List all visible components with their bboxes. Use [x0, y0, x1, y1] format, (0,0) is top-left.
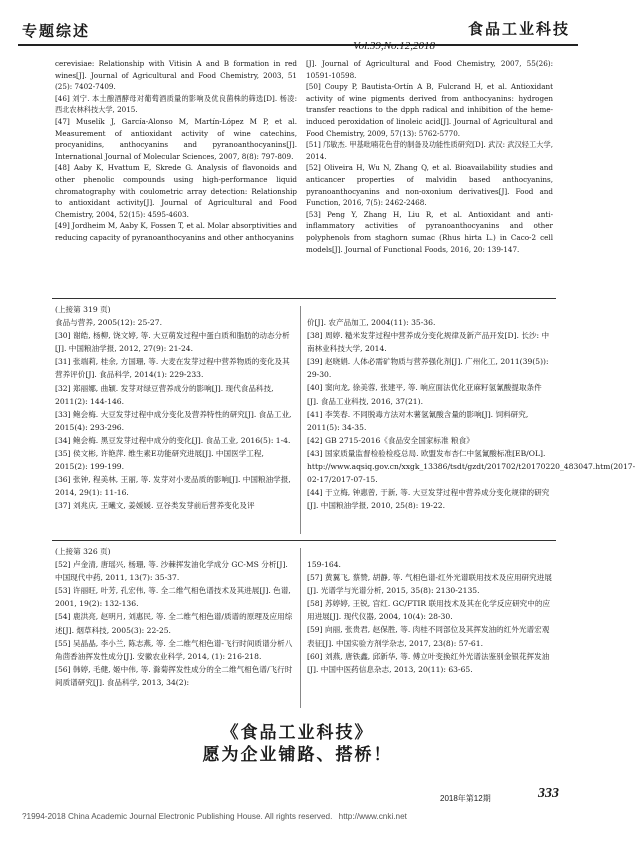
reference-item: [53] 许丽旺, 叶芳, 孔宏伟, 等. 全二维气相色谱技术及其进展[J]. 色谱, 2001, 19(2): 132-136.: [55, 586, 291, 609]
reference-item: [48] Aaby K, Hvattum E, Skrede G. Analysis of flavonoids and other phenolic compounds using high-performance liquid chromatography with coulometric array detection: Relationship to antioxidant activity[J]. Journal of Agricultural and Food Chemistry, 2004, 52(15): 4595-4603.: [55, 163, 297, 219]
reference-item: [49] Jordheim M, Aaby K, Fossen T, et al. Molar absorptivities and reducing capacity of pyranoanthocyanins and other anthocyanins: [55, 221, 297, 242]
reference-item: [40] 窦向龙, 徐美蓉, 张建平, 等. 响应面法优化亚麻籽氢氰酸提取条件[J]. 食品工业科技, 2016, 37(21).: [307, 383, 542, 406]
reference-item: [35] 侯文彬, 许艳萍. 维生素E功能研究进展[J]. 中国医学工程, 2015(2): 199-199.: [55, 449, 264, 472]
journal-title: 食品工业科技: [467, 20, 570, 38]
continued-block-326-left: [55, 545, 295, 689]
reference-item: cerevisiae: Relationship with Vitisin A and B formation in red wines[J]. Journal of Agricultural and Food Chemistry, 2003, 51 (25): 7402-7409.: [55, 59, 297, 92]
reference-item: [58] 苏婷婷, 王锐, 宫红. GC/FTIR 联用技术及其在化学反应研究中的应用进展[J]. 现代仪器, 2004, 10(4): 28-30.: [307, 599, 551, 622]
copyright-text: ?1994-2018 China Academic Journal Electronic Publishing House. All rights reserved.: [22, 812, 333, 821]
reference-item: [33] 鲍会梅. 大豆发芽过程中成分变化及营养特性的研究[J]. 食品工业, 2015(4): 293-296.: [55, 409, 292, 432]
reference-item: [52] 卢金清, 唐瑶兴, 杨珊, 等. 沙棘挥发油化学成分 GC-MS 分析[J]. 中国现代中药, 2011, 13(7): 35-37.: [55, 560, 288, 583]
reference-item: [60] 刘燕, 唐铁鑫, 邱新华, 等. 傅立叶变换红外光谱法鉴别金银花挥发油[J]. 中国中医药信息杂志, 2013, 20(11): 63-65.: [307, 651, 550, 674]
page-number: 333: [538, 786, 559, 801]
reference-item: [34] 鲍会梅. 黑豆发芽过程中成分的变化[J]. 食品工业, 2016(5): 1-4.: [55, 435, 291, 445]
references-top-left: [55, 58, 297, 244]
continued-block-319-right: [307, 316, 635, 512]
section-divider: [52, 298, 556, 299]
reference-item: [47] Muselík J, García-Alonso M, Martín-López M P, et al. Measurement of antioxidant activity of wine catechins, procyanidins, anthocyanins and pyranoanthocyanins[J]. International Journal of Molecular Sciences, 2007, 8(8): 797-809.: [55, 116, 297, 161]
page-header: [18, 18, 578, 44]
reference-item: [36] 张钟, 程美林, 王丽, 等. 发芽对小麦品质的影响[J]. 中国粮油学报, 2014, 29(1): 11-16.: [55, 475, 291, 498]
reference-item: [57] 黄翼飞, 蔡赞, 胡静, 等. 气相色谱-红外光谱联用技术及应用研究进展[J]. 光谱学与光谱分析, 2015, 35(8): 2130-2135.: [307, 573, 552, 596]
volume-info: Vol.39,No.12,2018: [353, 40, 435, 52]
reference-item: [54] 鹿洪亮, 赵明月, 刘惠民, 等. 全二维气相色谱/质谱的原理及应用综述[J]. 烟草科技, 2005(3): 22-25.: [55, 612, 293, 635]
slogan-line-2: 愿为企业铺路、搭桥！: [202, 745, 393, 765]
section-title: 专题综述: [22, 22, 91, 40]
reference-item: [39] 赵晓娟. 人体必需矿物质与营养强化剂[J]. 广州化工, 2011(39(5)): 29-30.: [307, 357, 549, 380]
reference-item: [32] 郑丽娜, 曲颖. 发芽对绿豆营养成分的影响[J]. 现代食品科技, 2011(2): 144-146.: [55, 383, 274, 406]
reference-item: [51] 邝敏杰. 甲基吡喃花色苷的制备及功能性质研究[D]. 武汉: 武汉轻工大学, 2014.: [306, 140, 553, 161]
issue-label: 2018年第12期: [440, 794, 491, 803]
reference-item: [55] 吴晶晶, 李小兰, 陈志燕, 等. 全二维气相色谱-飞行时间质谱分析八角茴香油挥发性成分[J]. 安徽农业科学, 2014, (1): 216-218.: [55, 638, 293, 661]
reference-item: [37] 刘兆庆, 王曦文, 姜媛媛. 豆谷类发芽前后营养变化及评: [55, 501, 255, 511]
section-divider: [52, 540, 556, 541]
reference-item: [46] 刘宁. 本土酿酒酵母对葡萄酒质量的影响及优良菌株的筛选[D]. 杨凌: 西北农林科技大学, 2015.: [55, 93, 297, 115]
references-top-right: [306, 58, 553, 255]
reference-item: [38] 周婷. 糙米发芽过程中营养成分变化规律及新产品开发[D]. 长沙: 中南林业科技大学, 2014.: [307, 331, 550, 354]
reference-item: [53] Peng Y, Zhang H, Liu R, et al. Antioxidant and anti-inflammatory activities of pyranoanthocyanins and other polyphenols from staghorn sumac (Rhus hirta L.) in Caco-2 cell models[J]. Journal of Functional Foods, 2016, 20: 139-147.: [306, 209, 553, 254]
column-separator: [300, 306, 301, 534]
reference-item: [30] 谢皓, 杨柳, 饶文婷, 等. 大豆萌发过程中蛋白质和脂肪的动态分析[J]. 中国粮油学报, 2012, 27(9): 21-24.: [55, 331, 290, 354]
continued-label: (上接第 326 页): [55, 547, 111, 556]
reference-item: [59] 向丽, 张贵君, 赵保胜, 等. 肉桂不同部位及其挥发油的红外光谱宏观表征[J]. 中国实验方剂学杂志, 2017, 23(8): 57-61.: [307, 625, 550, 648]
reference-item: [J]. Journal of Agricultural and Food Chemistry, 2007, 55(26): 10591-10598.: [306, 59, 553, 80]
column-separator: [300, 548, 301, 708]
reference-item: [44] 于立梅, 钟惠曾, 于新, 等. 大豆发芽过程中营养成分变化规律的研究[J]. 中国粮油学报, 2010, 25(8): 19-22.: [307, 488, 550, 511]
reference-item: [31] 张端莉, 桂余, 方国珊, 等. 大麦在发芽过程中营养物质的变化及其营养评价[J]. 食品科学, 2014(1): 229-233.: [55, 357, 290, 380]
continued-block-319-left: [55, 303, 295, 513]
header-rule: [18, 44, 578, 46]
reference-item: [52] Oliveira H, Wu N, Zhang Q, et al. Bioavailability studies and anticancer properties of malvidin based anthocyanins, pyranoanthocyanins and non-oxonium derivatives[J]. Food and Function, 2016, 7(5): 2462-2468.: [306, 163, 553, 208]
reference-item: 价[J]. 农产品加工, 2004(11): 35-36.: [307, 318, 436, 327]
reference-item: [50] Coupy P, Bautista-Ortín A B, Fulcrand H, et al. Antioxidant activity of wine pigments derived from anthocyanins: hydrogen transfer reactions to the dpph radical and inhibition of the heme-induced peroxidation of linoleic acid[J]. Journal of Agricultural and Food Chemistry, 2009, 57(13): 5762-5770.: [306, 82, 553, 138]
slogan-line-1: 《食品工业科技》: [221, 723, 374, 743]
reference-item: 食品与营养, 2005(12): 25-27.: [55, 318, 162, 328]
copyright-line: [0, 812, 617, 821]
continued-label: (上接第 319 页): [55, 305, 111, 314]
site-link[interactable]: http://www.cnki.net: [338, 812, 407, 821]
reference-item: [41] 李笑春. 不同脱毒方法对木薯氢氰酸含量的影响[J]. 饲料研究, 2011(5): 34-35.: [307, 409, 529, 432]
reference-item: [56] 韩婷, 毛健, 姬中伟, 等. 滁菊挥发性成分的全二维气相色谱/飞行时间质谱研究[J]. 食品科学, 2013, 34(2):: [55, 664, 293, 687]
reference-item: [42] GB 2715-2016《食品安全国家标准 粮食》: [307, 435, 474, 445]
reference-item: 159-164.: [307, 560, 341, 569]
reference-item: [43] 国家质量监督检验检疫总局. 欧盟发布杏仁中氢氰酸标准[EB/OL]. http://www.aqsiq.gov.cn/xxgk_13386/tsdt/gzdt/201702/t20170220_483047.htm(2017-02-17/2017-07-15.: [307, 448, 635, 485]
continued-block-326-right: [307, 558, 553, 676]
